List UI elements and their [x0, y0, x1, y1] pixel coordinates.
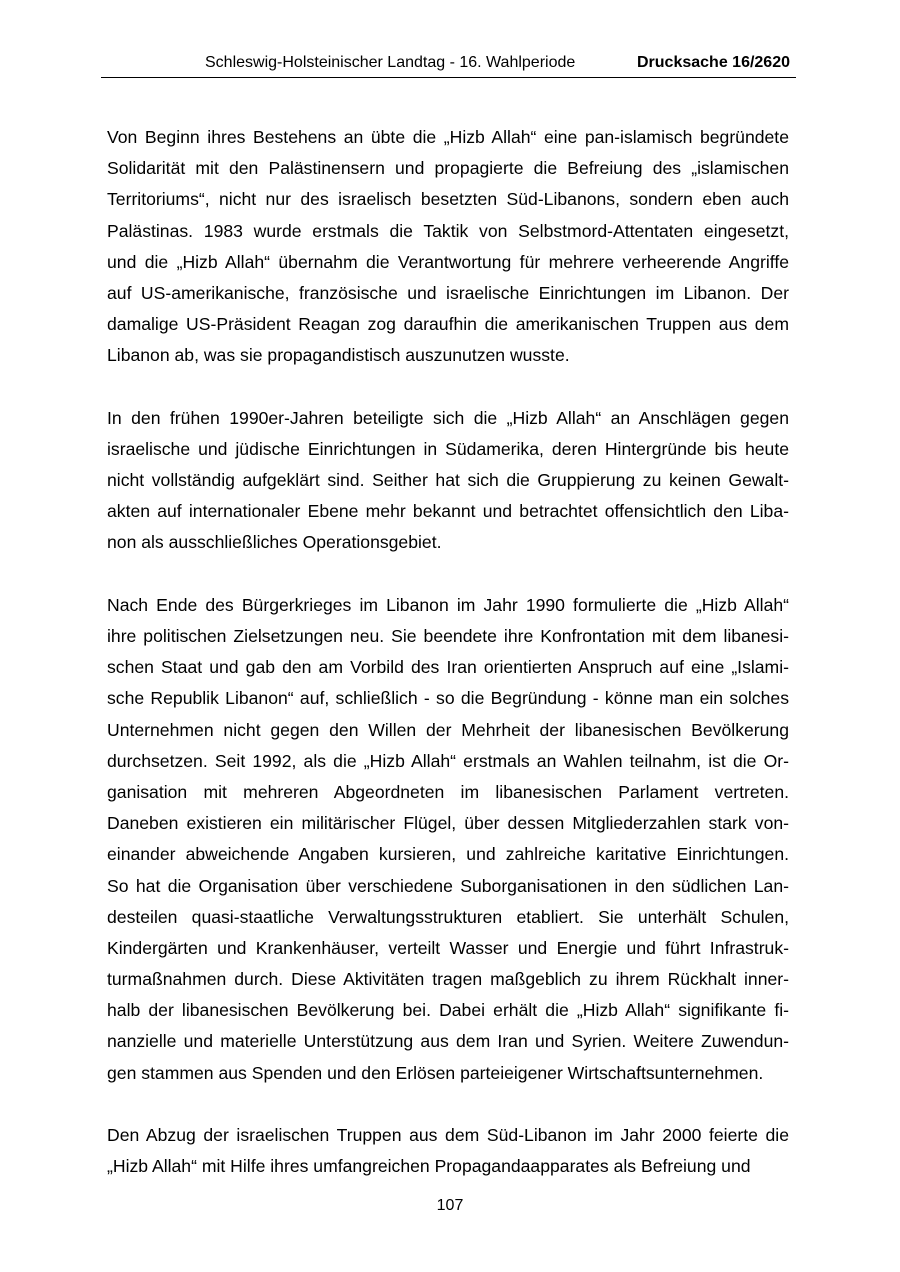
- text-line: So hat die Organisation über verschiedene Suborganisationen in den südlichen Lan-: [107, 875, 789, 896]
- text-line: Daneben existieren ein militärischer Flügel, über dessen Mitgliederzahlen stark von-: [107, 813, 789, 834]
- text-line: Nach Ende des Bürgerkrieges im Libanon im Jahr 1990 formulierte die „Hizb Allah“: [107, 594, 789, 615]
- text-line: ihre politischen Zielsetzungen neu. Sie beendete ihre Konfrontation mit dem libanesi-: [107, 626, 789, 646]
- text-line: gen stammen aus Spenden und den Erlösen parteieigener Wirtschaftsunternehmen.: [107, 1062, 764, 1083]
- text-line: „Hizb Allah“ mit Hilfe ihres umfangreichen Propagandaapparates als Befreiung und: [107, 1156, 751, 1177]
- text-line: halb der libanesischen Bevölkerung bei. Dabei erhält die „Hizb Allah“ signifikante fi-: [107, 1000, 789, 1021]
- text-line: Solidarität mit den Palästinensern und propagierte die Befreiung des „islamischen: [107, 158, 789, 179]
- text-line: desteilen quasi-staatliche Verwaltungsstrukturen etabliert. Sie unterhält Schulen,: [107, 906, 789, 927]
- text-line: Libanon ab, was sie propagandistisch auszunutzen wusste.: [107, 345, 570, 366]
- text-line: auf US-amerikanische, französische und israelische Einrichtungen im Libanon. Der: [107, 282, 789, 303]
- text-line: Kindergärten und Krankenhäuser, verteilt Wasser und Energie und führt Infrastruk-: [107, 937, 789, 958]
- text-line: ganisation mit mehreren Abgeordneten im libanesischen Parlament vertreten.: [107, 781, 789, 802]
- text-line: durchsetzen. Seit 1992, als die „Hizb Allah“ erstmals an Wahlen teilnahm, ist die Or-: [107, 750, 789, 771]
- text-line: sche Republik Libanon“ auf, schließlich - so die Begründung - könne man ein solches: [107, 688, 789, 709]
- text-line: Unternehmen nicht gegen den Willen der Mehrheit der libanesischen Bevölkerung: [107, 719, 789, 740]
- text-line: Den Abzug der israelischen Truppen aus dem Süd-Libanon im Jahr 2000 feierte die: [107, 1125, 789, 1145]
- text-line: einander abweichende Angaben kursieren, und zahlreiche karitative Einrichtungen.: [107, 844, 789, 865]
- text-line: non als ausschließliches Operationsgebiet.: [107, 532, 442, 553]
- text-line: akten auf internationaler Ebene mehr bekannt und betrachtet offensichtlich den Liba-: [107, 501, 789, 522]
- paragraph-gap: [107, 559, 797, 590]
- document-body: [107, 122, 797, 1182]
- text-line: In den frühen 1990er-Jahren beteiligte sich die „Hizb Allah“ an Anschlägen gegen: [107, 407, 789, 428]
- page-number: 107: [436, 1197, 464, 1214]
- header-title: Schleswig-Holsteinischer Landtag - 16. Wahlperiode: [205, 54, 576, 71]
- text-line: turmaßnahmen durch. Diese Aktivitäten tragen maßgeblich zu ihrem Rückhalt inner-: [107, 969, 789, 990]
- paragraph: [107, 403, 797, 559]
- text-line: damalige US-Präsident Reagan zog daraufhin die amerikanischen Truppen aus dem: [107, 314, 789, 335]
- text-line: und die „Hizb Allah“ übernahm die Verantwortung für mehrere verheerende Angriffe: [107, 251, 789, 272]
- text-line: israelische und jüdische Einrichtungen in Südamerika, deren Hintergründe bis heute: [107, 438, 789, 459]
- page-header: [101, 52, 796, 78]
- document-number: Drucksache 16/2620: [637, 54, 790, 71]
- text-line: Palästinas. 1983 wurde erstmals die Taktik von Selbstmord-Attentaten eingesetzt,: [107, 220, 789, 241]
- paragraph: [107, 122, 797, 372]
- paragraph-gap: [107, 372, 797, 403]
- paragraph: [107, 1120, 797, 1182]
- paragraph-gap: [107, 1089, 797, 1120]
- text-line: nanzielle und materielle Unterstützung aus dem Iran und Syrien. Weitere Zuwendun-: [107, 1031, 789, 1052]
- text-line: schen Staat und gab den am Vorbild des Iran orientierten Anspruch auf eine „Islami-: [107, 657, 789, 678]
- text-line: Von Beginn ihres Bestehens an übte die „Hizb Allah“ eine pan-islamisch begründete: [107, 127, 789, 147]
- text-line: nicht vollständig aufgeklärt sind. Seither hat sich die Gruppierung zu keinen Gewalt-: [107, 470, 789, 491]
- text-line: Territoriums“, nicht nur des israelisch besetzten Süd-Libanons, sondern eben auch: [107, 189, 789, 210]
- paragraph: [107, 590, 797, 1089]
